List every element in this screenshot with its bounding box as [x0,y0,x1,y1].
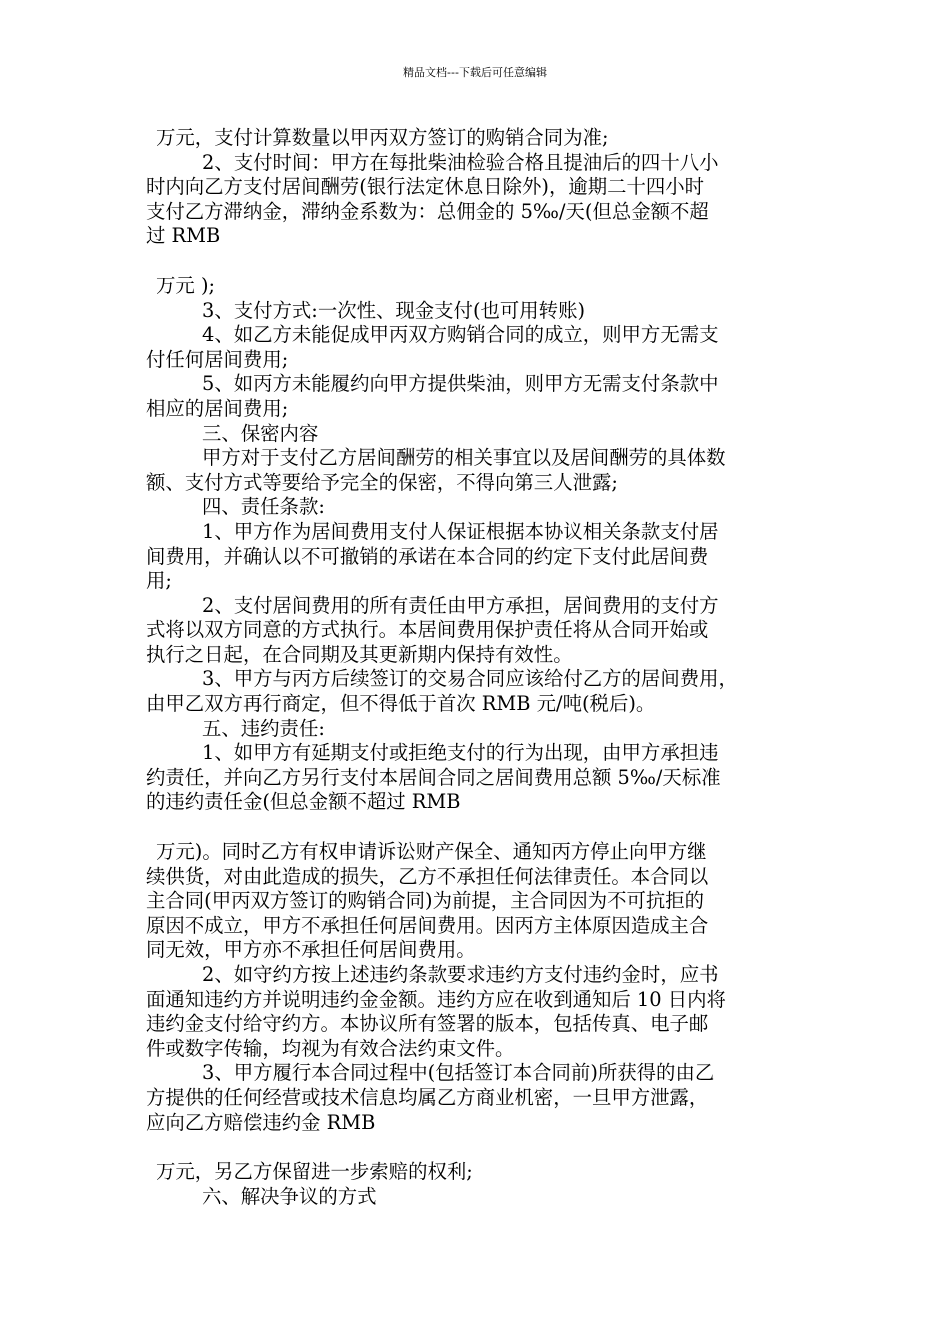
blank-line [146,249,818,274]
contract-line: 件或数字传输，均视为有效合法约束文件。 [146,1036,515,1060]
contract-line: 支付乙方滞纳金，滞纳金系数为：总佣金的 5‰/天(但总金额不超 [146,199,709,223]
contract-line: 1、如甲方有延期支付或拒绝支付的行为出现，由甲方承担违 [202,741,719,765]
contract-line: 式将以双方同意的方式执行。本居间费用保护责任将从合同开始或 [146,618,709,642]
contract-line: 相应的居间费用; [146,396,289,420]
contract-line: 4、如乙方未能促成甲丙双方购销合同的成立，则甲方无需支 [202,323,719,347]
contract-line: 同无效，甲方亦不承担任何居间费用。 [146,938,476,962]
contract-line: 面通知违约方并说明违约金金额。违约方应在收到通知后 10 日内将 [146,987,726,1011]
contract-line: 万元)。同时乙方有权申请诉讼财产保全、通知丙方停止向甲方继 [156,840,707,864]
contract-line: 2、支付时间：甲方在每批柴油检验合格且提油后的四十八小 [202,150,719,174]
contract-line: 2、如守约方按上述违约条款要求违约方支付违约金时，应书 [202,963,719,986]
blank-line [146,815,818,840]
contract-line: 违约金支付给守约方。本协议所有签署的版本，包括传真、电子邮 [146,1012,709,1036]
contract-line: 过 RMB [146,224,221,248]
contract-line: 甲方对于支付乙方居间酬劳的相关事宜以及居间酬劳的具体数 [202,446,726,470]
contract-line: 3、甲方与丙方后续签订的交易合同应该给付乙方的居间费用， [202,667,738,691]
contract-line: 万元，另乙方保留进一步索赔的权利; [156,1160,473,1184]
contract-line: 间费用，并确认以不可撤销的承诺在本合同的约定下支付此居间费 [146,544,709,568]
contract-line: 主合同(甲丙双方签订的购销合同)为前提，主合同因为不可抗拒的 [146,889,705,913]
contract-line: 的违约责任金(但总金额不超过 RMB [146,790,461,814]
contract-line: 5、如丙方未能履约向甲方提供柴油，则甲方无需支付条款中 [202,372,719,396]
contract-body [146,126,818,1209]
contract-line: 2、支付居间费用的所有责任由甲方承担，居间费用的支付方 [202,593,719,617]
contract-line: 六、解决争议的方式 [202,1184,377,1208]
contract-line: 应向乙方赔偿违约金 RMB [146,1110,376,1134]
contract-line: 由甲乙双方再行商定，但不得低于首次 RMB 元/吨(税后)。 [146,692,656,716]
contract-line: 3、支付方式:一次性、现金支付(也可用转账) [202,298,586,322]
contract-line: 执行之日起，在合同期及其更新期内保持有效性。 [146,642,573,666]
contract-line: 付任何居间费用; [146,347,289,371]
contract-line: 四、责任条款: [202,495,325,519]
contract-line: 万元 ); [156,273,216,297]
contract-line: 用; [146,569,172,593]
contract-line: 时内向乙方支付居间酬劳(银行法定休息日除外)，逾期二十四小时 [146,175,705,199]
contract-line: 原因不成立，甲方不承担任何居间费用。因丙方主体原因造成主合 [146,913,709,937]
contract-line: 1、甲方作为居间费用支付人保证根据本协议相关条款支付居 [202,519,719,543]
contract-line: 方提供的任何经营或技术信息均属乙方商业机密，一旦甲方泄露， [146,1085,709,1109]
page-header: 精品文档---下载后可任意编辑 [403,66,547,79]
contract-line: 万元，支付计算数量以甲丙双方签订的购销合同为准; [156,126,609,149]
blank-line [146,1135,818,1160]
contract-line: 3、甲方履行本合同过程中(包括签订本合同前)所获得的由乙 [202,1061,715,1085]
contract-line: 续供货，对由此造成的损失，乙方不承担任何法律责任。本合同以 [146,864,709,888]
contract-line: 约责任，并向乙方另行支付本居间合同之居间费用总额 5‰/天标准 [146,765,721,789]
contract-line: 三、保密内容 [202,421,319,445]
contract-line: 五、违约责任: [202,716,325,740]
contract-line: 额、支付方式等要给予完全的保密，不得向第三人泄露; [146,470,618,494]
